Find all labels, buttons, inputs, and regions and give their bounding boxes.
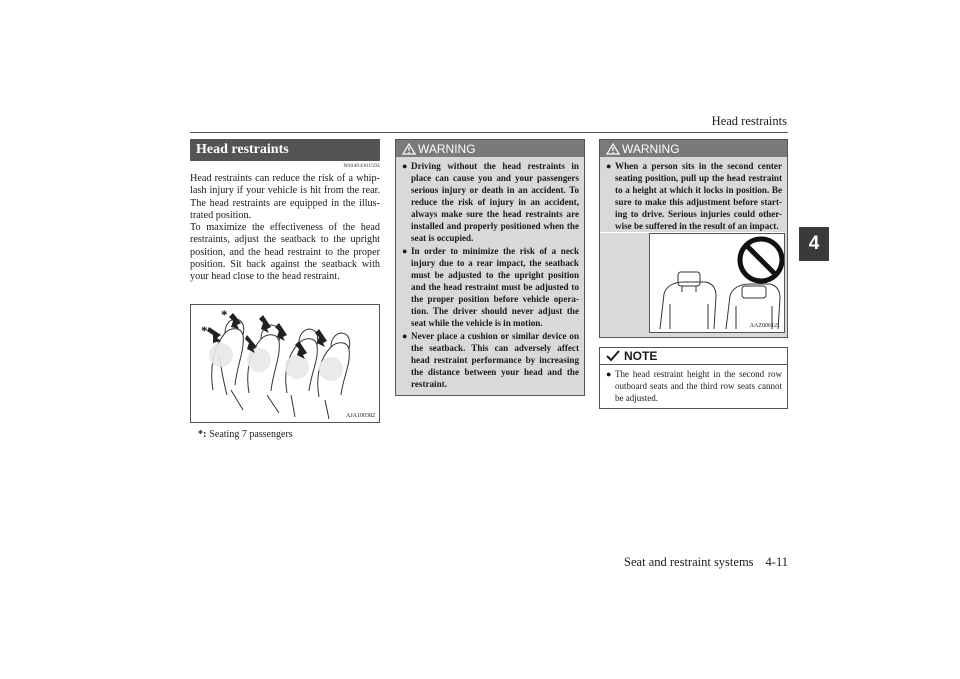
note-body [600,365,787,408]
running-header: Head restraints [711,114,787,128]
warning-label: WARNING [418,141,476,156]
paragraph-1: Head restraints can reduce the risk of a whip-lash injury if your vehicle is hit from the rear. The head restraints are equipped in the illus-trated position. [190,173,380,221]
warning-triangle-icon [606,143,620,155]
note-header [600,348,787,365]
warning-triangle-icon [402,143,416,155]
warning-box-1 [395,139,585,396]
warning-label: WARNING [622,141,680,156]
center-seat-drawing [650,234,784,332]
pencil-check-icon [606,350,620,362]
footnote-mark: *: [198,428,207,440]
note-box [599,347,788,409]
seats-drawing [191,305,379,422]
warning-body [600,157,787,232]
warning-item: ● In order to minimize the risk of a neck injury due to a rear impact, the seatback must be adjusted to the upright position and the head restraint must be adjusted to the proper position before vehicle opera-tion. The driver should never adjust the seat while the vehicle is in motion. [402,246,579,328]
asterisk-1: * [201,322,208,338]
warning-item: ● When a person sits in the second center seating position, pull up the head restraint to a height at which it locks in position. Be sure to make this adjustment before start-ing to drive. Serious injuries could other-wise be suffered in the result of an impact. [606,161,782,231]
figure-code: AJA100382 [345,412,375,419]
warning-item: ● Never place a cushion or similar device on the seatback. This can adversely affect head restraint performance by increasing the distance between your head and the restraint. [402,331,579,389]
section-title: Head restraints [190,139,380,161]
bullet-icon: ● [606,369,612,379]
chapter-tab: 4 [799,227,829,261]
head-restraint-illustration [190,304,380,423]
warning-item: ● Driving without the head restraints in place can cause you and your passengers serious injury or death in an accident. To reduce the risk of injury in an accident, always make sure the head restraints are installed and properly positioned when the seat is occupied. [402,161,579,243]
bullet-icon: ● [402,246,408,256]
note-item: ● The head restraint height in the second row outboard seats and the third row seats cannot be adjusted. [606,369,782,403]
footnote-text: Seating 7 passengers [209,428,293,440]
center-seat-illustration [649,233,785,333]
main-column [190,139,380,440]
warning-header [396,140,584,157]
note-label: NOTE [624,349,658,363]
doc-code: N00404301594 [343,163,380,169]
asterisk-2: * [221,306,228,322]
footnote [198,429,380,440]
running-footer [612,555,788,570]
warning-box-2 [599,139,788,338]
warning-body [396,157,584,395]
section-body [190,173,380,284]
page-number: 4-11 [765,555,788,569]
bullet-icon: ● [606,161,612,171]
paragraph-2: To maximize the effectiveness of the head restraints, adjust the seatback to the upright position, and the head restraint to the proper position. Sit back against the seatback with your head close to the head restraint. [190,222,380,283]
figure-code: AAZ006121 [749,323,780,329]
warning-header [600,140,787,157]
warning-figure-area [600,233,787,337]
footer-section: Seat and restraint systems [624,555,754,569]
bullet-icon: ● [402,331,408,341]
bullet-icon: ● [402,161,408,171]
header-rule [190,132,788,133]
